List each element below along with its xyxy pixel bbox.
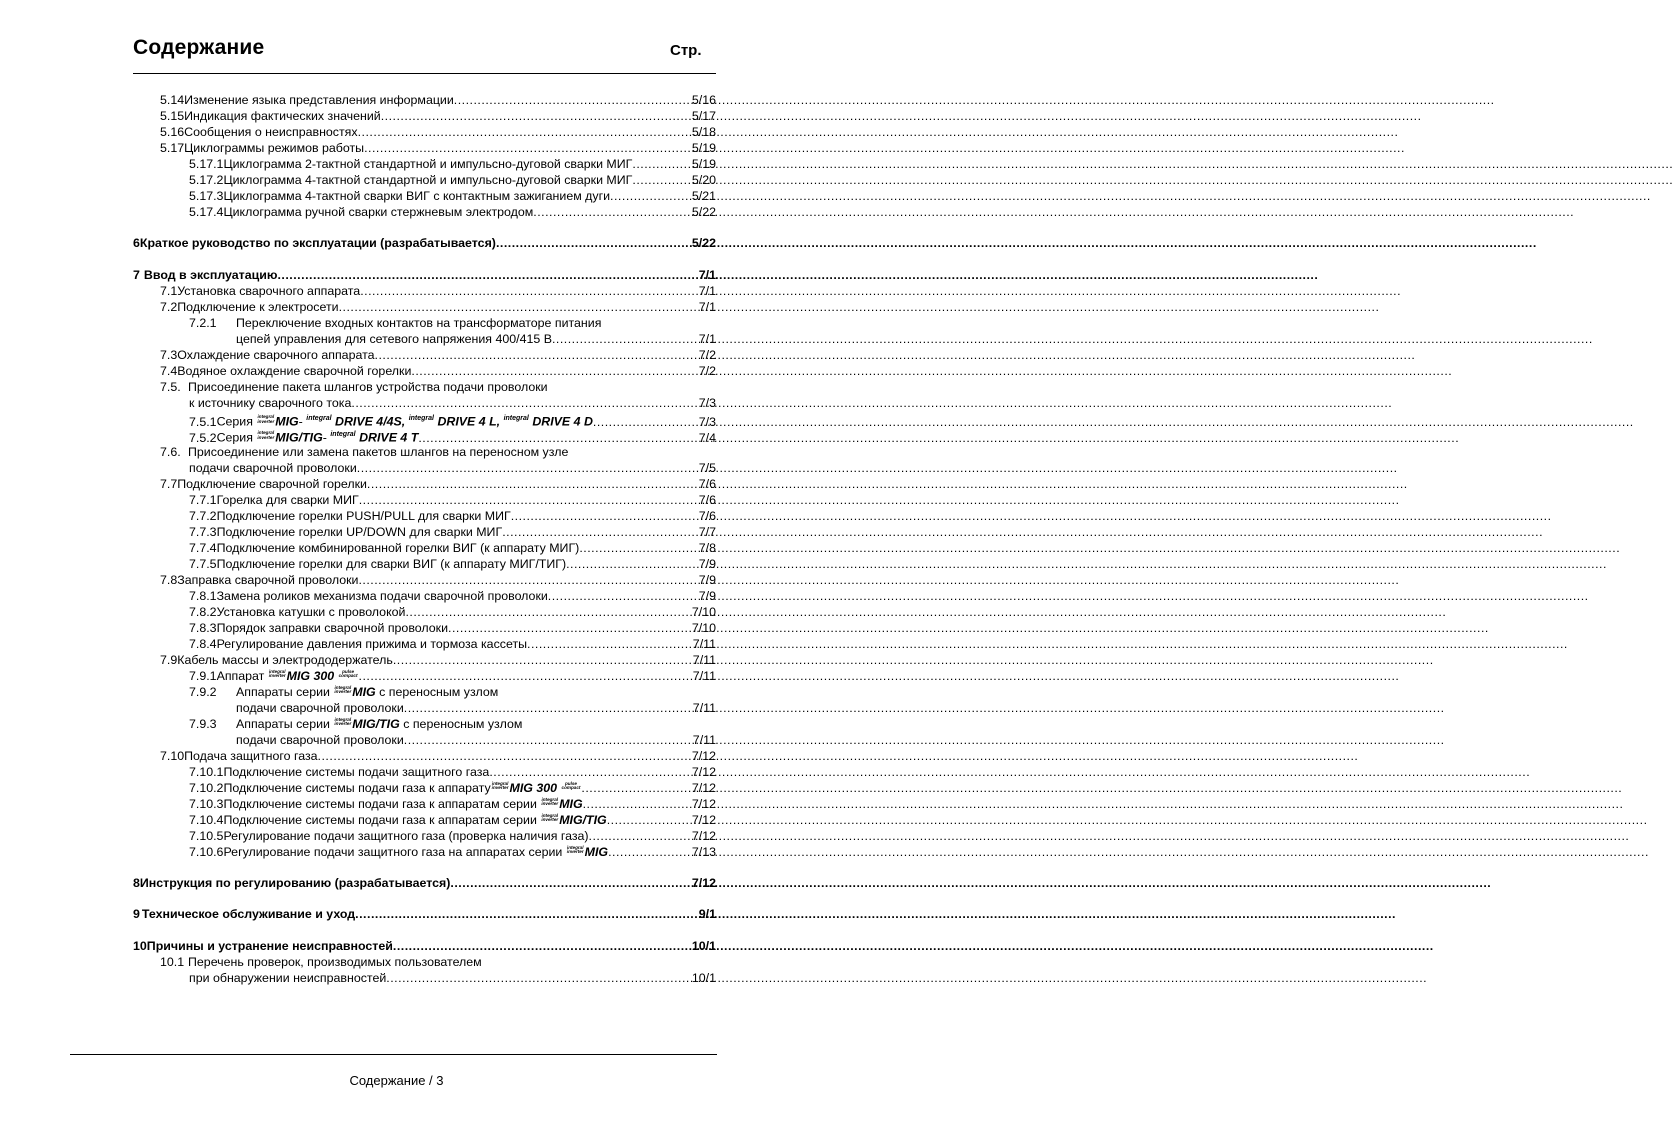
toc-entry-7-6[interactable] (160, 444, 716, 460)
toc-text: Сообщения о неисправностях (184, 125, 358, 139)
toc-leader (527, 636, 693, 652)
toc-page: 7/1 (698, 332, 716, 346)
toc-text: подачи сварочной проволоки (189, 461, 357, 475)
toc-text: Циклограмма 4-тактной стандартной и импульсно-дуговой сварки МИГ (223, 173, 633, 187)
toc-leader (404, 700, 693, 716)
toc-text: Подключение к электросети (177, 300, 339, 314)
product-name: MIG 300 (509, 781, 558, 795)
toc-text: Подача защитного газа (184, 749, 318, 763)
integral-inverter-mark: integral inverter (566, 844, 584, 855)
toc-entry-7-10-2[interactable] (189, 780, 716, 796)
toc-page: 5/19 (691, 141, 716, 155)
toc-text: Установка сварочного аппарата (177, 284, 361, 298)
toc-leader (359, 668, 693, 684)
toc-number: 7.7.5 (189, 557, 217, 571)
toc-leader (454, 92, 692, 108)
product-name: DRIVE 4 T (359, 430, 419, 445)
toc-text: Кабель массы и электрододержатель (177, 653, 393, 667)
toc-leader (632, 172, 692, 188)
toc-page: 7/12 (691, 781, 716, 795)
toc-entry-10[interactable] (133, 938, 716, 954)
toc-number: 7.5.1 (189, 414, 217, 429)
toc-entry-7-5-cont[interactable] (189, 395, 716, 411)
toc-leader (405, 604, 691, 620)
toc-entry-7-7[interactable] (160, 476, 716, 492)
toc-text: Подключение горелки UP/DOWN для сварки МИГ (216, 525, 503, 539)
toc-number: 7.7.1 (189, 493, 217, 507)
toc-number: 7 (133, 268, 140, 282)
toc-leader (318, 748, 692, 764)
toc-text-prefix: Регулирование подачи защитного газа на аппаратах серии (223, 845, 563, 859)
toc-leader (450, 875, 692, 891)
toc-entry-7-9-2[interactable] (189, 684, 716, 700)
toc-text: Заправка сварочной проволоки (177, 573, 359, 587)
toc-entry-7-7-3[interactable] (189, 524, 716, 540)
toc-number: 7.10.2 (189, 781, 224, 795)
toc-text (223, 796, 582, 812)
toc-number: 7.8 (160, 573, 178, 587)
product-name: DRIVE 4 D (532, 414, 593, 429)
integral-inverter-mark: integral inverter (257, 414, 275, 424)
toc-entry-7-8-3[interactable] (189, 620, 716, 636)
toc-entry-9[interactable] (133, 906, 716, 922)
toc-entry-7-9-3-cont[interactable] (236, 732, 716, 748)
toc-page: 7/6 (698, 509, 716, 523)
toc-text: Циклограмма ручной сварки стержневым электродом (223, 205, 534, 219)
toc-page: 7/4 (698, 430, 716, 445)
toc-text: Краткое руководство по эксплуатации (разрабатывается) (139, 236, 496, 250)
toc-text: Подключение системы подачи защитного газа (223, 765, 490, 779)
toc-text (223, 812, 606, 828)
toc-number: 5.17 (160, 141, 185, 155)
toc-number: 7.9.1 (189, 669, 217, 683)
toc-text: Перечень проверок, производимых пользователем (188, 955, 482, 969)
toc-page: 7/12 (691, 876, 716, 890)
toc-page: 10/1 (691, 939, 716, 953)
toc-text: при обнаружении неисправностей (189, 971, 387, 985)
toc-entry-10-1-cont[interactable] (189, 970, 716, 986)
toc-leader (355, 906, 699, 922)
toc-page: 7/8 (698, 541, 716, 555)
toc-page: 7/12 (691, 749, 716, 763)
toc-number: 7.5. (160, 380, 181, 394)
toc-number: 7.10.4 (189, 813, 224, 827)
toc-text: Циклограмма 4-тактной сварки ВИГ с контактным зажиганием дуги (223, 189, 611, 203)
toc-leader (579, 540, 698, 556)
toc-leader (404, 732, 693, 748)
page-footer: Содержание / 3 (349, 1073, 444, 1088)
toc-leader (386, 970, 692, 986)
toc-text (223, 780, 581, 796)
toc-text: Техническое обслуживание и уход (141, 907, 356, 921)
toc-text: подачи сварочной проволоки (236, 701, 404, 715)
toc-leader (608, 844, 692, 860)
product-name: MIG 300 (286, 669, 335, 683)
toc-number: 7.2.1 (189, 316, 217, 330)
integral-mark: integral (330, 431, 356, 438)
toc-number: 7.7.2 (189, 509, 217, 523)
toc-page: 7/9 (698, 557, 716, 571)
integral-mark: integral (408, 415, 434, 422)
toc-text: Подключение сварочной горелки (177, 477, 367, 491)
integral-inverter-mark: integral inverter (541, 796, 559, 807)
toc-number: 5.14 (160, 93, 185, 107)
toc-page: 7/2 (698, 364, 716, 378)
hyphen: - (298, 414, 303, 429)
toc-number: 5.17.4 (189, 205, 224, 219)
integral-mark: integral (306, 415, 332, 422)
toc-page: 10/1 (691, 971, 716, 985)
toc-text: Подключение горелки для сварки ВИГ (к аппарату МИГ/ТИГ) (216, 557, 567, 571)
integral-inverter-mark: integral inverter (334, 716, 352, 727)
toc-text: Присоединение пакета шлангов устройства подачи проволоки (188, 380, 548, 394)
toc-entry-6[interactable] (133, 235, 716, 251)
toc-text (217, 668, 359, 684)
toc-page: 7/13 (691, 845, 716, 859)
toc-page: 7/12 (691, 797, 716, 811)
toc-entry-7-6-cont[interactable] (189, 460, 716, 476)
toc-number: 5.17.2 (189, 173, 224, 187)
toc-page: 7/10 (691, 605, 716, 619)
toc-text: Причины и устранение неисправностей (146, 939, 393, 953)
toc-page: 7/9 (698, 589, 716, 603)
footer-rule (70, 1054, 717, 1055)
toc-page: 5/17 (691, 109, 716, 123)
toc-entry-7-4[interactable] (160, 363, 716, 379)
toc-leader (581, 780, 691, 796)
toc-leader (381, 108, 692, 124)
toc-leader (277, 267, 698, 283)
integral-inverter-mark: integral inverter (268, 668, 286, 679)
toc-entry-7-10-3[interactable] (189, 796, 716, 812)
toc-leader (367, 476, 699, 492)
product-name: DRIVE 4/4S, (335, 414, 406, 429)
integral-inverter-mark: integral inverter (541, 812, 559, 823)
toc-entry-7-3[interactable] (160, 347, 716, 363)
toc-page: 7/3 (698, 414, 716, 429)
page-title: Содержание (133, 36, 265, 59)
toc-leader (489, 764, 692, 780)
toc-entry-7-10-5[interactable] (189, 828, 716, 844)
toc-number: 7.7 (160, 477, 178, 491)
toc-leader (357, 460, 699, 476)
toc-number: 6 (133, 236, 140, 250)
toc-entry-7[interactable] (133, 267, 716, 283)
toc-text-prefix: Аппарат (216, 669, 265, 683)
toc-text-prefix: Аппараты серии (236, 685, 330, 699)
toc-leader (496, 235, 692, 251)
toc-number: 7.9.3 (189, 717, 217, 731)
toc-number: 7.6. (160, 445, 181, 459)
toc-text (217, 427, 419, 446)
toc-number: 7.10.1 (189, 765, 224, 779)
toc-page: 7/3 (698, 396, 716, 410)
toc-page: 7/5 (698, 461, 716, 475)
toc-leader (339, 299, 699, 315)
toc-text: Горелка для сварки МИГ (216, 493, 359, 507)
toc-page: 7/12 (691, 765, 716, 779)
toc-page: 5/21 (691, 189, 716, 203)
toc-entry-5-17-1[interactable] (189, 156, 716, 172)
toc-entry-8[interactable] (133, 875, 716, 891)
toc-text-prefix: Подключение системы подачи газа к аппаратам серии (223, 813, 537, 827)
toc-page: 7/11 (692, 637, 716, 651)
product-name: MIG/TIG (559, 813, 607, 827)
toc-entry-7-8-4[interactable] (189, 636, 716, 652)
toc-number: 10.1 (160, 955, 185, 969)
toc-entry-5-17-4[interactable] (189, 204, 716, 220)
toc-text-prefix: Подключение системы подачи газа к аппарату (223, 781, 491, 795)
toc-leader (359, 492, 699, 508)
toc-leader (566, 556, 699, 572)
toc-page: 5/18 (691, 125, 716, 139)
toc-entry-7-5[interactable] (160, 379, 716, 395)
product-name: MIG/TIG (275, 430, 323, 445)
product-name: MIG (275, 414, 299, 429)
toc-text: Изменение языка представления информации (184, 93, 454, 107)
toc-text: Регулирование подачи защитного газа (проверка наличия газа) (223, 829, 589, 843)
toc-number: 10 (133, 939, 147, 953)
integral-inverter-mark: integral inverter (334, 684, 352, 695)
toc-text-suffix: с переносным узлом (403, 717, 523, 731)
toc-text: цепей управления для сетевого напряжения 400/415 В (236, 332, 552, 346)
integral-inverter-mark: integral inverter (491, 780, 509, 791)
hyphen: - (322, 430, 327, 445)
toc-page: 7/12 (691, 829, 716, 843)
toc-leader (589, 828, 692, 844)
toc-leader (448, 620, 692, 636)
toc-entry-7-5-1[interactable] (189, 411, 716, 427)
toc-entry-7-10[interactable] (160, 748, 716, 764)
page-column-label: Стр. (670, 42, 702, 59)
integral-inverter-mark: integral inverter (257, 430, 275, 440)
toc-entry-7-10-1[interactable] (189, 764, 716, 780)
toc-page: 7/11 (692, 669, 716, 683)
toc-text: Переключение входных контактов на трансформаторе питания (236, 316, 602, 330)
toc-text: Присоединение или замена пакетов шлангов на переносном узле (188, 445, 569, 459)
toc-number: 7.2 (160, 300, 178, 314)
toc-number: 7.3 (160, 348, 178, 362)
toc-page: 7/6 (698, 477, 716, 491)
toc-leader (360, 283, 699, 299)
toc-page: 7/11 (692, 653, 716, 667)
toc-text: Инструкция по регулированию (разрабатывается) (139, 876, 451, 890)
pulse-compact-mark: pulse compact (338, 668, 358, 679)
toc-number: 9 (133, 907, 140, 921)
toc-text: к источнику сварочного тока (189, 396, 352, 410)
product-name: MIG (559, 797, 583, 811)
toc-leader (358, 572, 698, 588)
toc-text: Водяное охлаждение сварочной горелки (177, 364, 412, 378)
toc-page: 7/6 (698, 493, 716, 507)
integral-mark: integral (503, 415, 529, 422)
toc-leader (364, 140, 692, 156)
toc-number: 7.10 (160, 749, 185, 763)
toc-text: подачи сварочной проволоки (236, 733, 404, 747)
toc-page: 9/1 (698, 907, 716, 921)
toc-number: 7.7.4 (189, 541, 217, 555)
product-name: DRIVE 4 L, (437, 414, 501, 429)
toc-entry-5-17[interactable] (160, 140, 716, 156)
toc-number: 5.17.1 (189, 157, 224, 171)
toc-number: 7.8.1 (189, 589, 217, 603)
toc-number: 7.8.4 (189, 637, 217, 651)
toc-text-prefix: Серия (216, 430, 253, 445)
toc-entry-7-9-2-cont[interactable] (236, 700, 716, 716)
toc-page: 7/1 (698, 300, 716, 314)
toc-leader (393, 652, 693, 668)
toc-number: 7.7.3 (189, 525, 217, 539)
toc-entry-5-16[interactable] (160, 124, 716, 140)
toc-entry-7-7-5[interactable] (189, 556, 716, 572)
toc-entry-7-2-1-cont[interactable] (236, 331, 716, 347)
toc-entry-7-1[interactable] (160, 283, 716, 299)
toc-leader (583, 796, 692, 812)
header-rule (133, 73, 716, 74)
toc-number: 5.16 (160, 125, 185, 139)
toc-text: Замена роликов механизма подачи сварочной проволоки (216, 589, 548, 603)
toc-text-prefix: Подключение системы подачи газа к аппаратам серии (223, 797, 537, 811)
toc-page: 7/11 (692, 733, 716, 747)
toc-leader (502, 524, 699, 540)
toc-page: 7/9 (698, 573, 716, 587)
toc-page: 7/1 (698, 268, 716, 282)
toc-page: 5/20 (691, 173, 716, 187)
toc-entry-7-10-6[interactable] (189, 844, 716, 860)
toc-entry-7-7-4[interactable] (189, 540, 716, 556)
toc-text: Подключение горелки PUSH/PULL для сварки МИГ (216, 509, 511, 523)
product-name: MIG (584, 845, 609, 859)
toc-leader (610, 188, 692, 204)
toc-leader (533, 204, 692, 220)
toc-text (223, 844, 608, 860)
toc-number: 7.5.2 (189, 430, 217, 445)
toc-leader (548, 588, 699, 604)
toc-entry-7-9[interactable] (160, 652, 716, 668)
toc-entry-5-17-3[interactable] (189, 188, 716, 204)
toc-leader (511, 508, 699, 524)
toc-number: 7.9 (160, 653, 178, 667)
product-name: MIG/TIG (352, 717, 400, 731)
toc-text: Подключение комбинированной горелки ВИГ (к аппарату МИГ) (216, 541, 580, 555)
toc-text: Охлаждение сварочного аппарата (177, 348, 375, 362)
toc-entry-10-1[interactable] (160, 954, 716, 970)
toc-entry-7-2-1[interactable] (189, 315, 716, 331)
toc-text: Циклограммы режимов работы (184, 141, 365, 155)
toc-entry-5-15[interactable] (160, 108, 716, 124)
toc-entry-7-9-3[interactable] (189, 716, 716, 732)
toc-page: 7/10 (691, 621, 716, 635)
toc-text: Регулирование давления прижима и тормоза кассеты (216, 637, 528, 651)
toc-page: 5/22 (691, 205, 716, 219)
toc-leader (411, 363, 698, 379)
toc-number: 7.9.2 (189, 685, 217, 699)
toc-text-prefix: Серия (216, 414, 253, 429)
toc-leader (552, 331, 699, 347)
toc-entry-5-17-2[interactable] (189, 172, 716, 188)
toc-page: 5/16 (691, 93, 716, 107)
toc-entry-7-8[interactable] (160, 572, 716, 588)
toc-entry-7-8-1[interactable] (189, 588, 716, 604)
toc-leader (393, 938, 692, 954)
toc-leader (607, 812, 692, 828)
toc-page: 7/2 (698, 348, 716, 362)
toc-page: 7/11 (692, 701, 716, 715)
toc-entry-7-5-2[interactable] (189, 427, 716, 443)
toc-entry-7-10-4[interactable] (189, 812, 716, 828)
toc-text: Циклограмма 2-тактной стандартной и импульсно-дуговой сварки МИГ (223, 157, 633, 171)
toc-number: 7.10.5 (189, 829, 224, 843)
toc-page: 5/22 (691, 236, 716, 250)
toc-text-prefix: Аппараты серии (236, 717, 330, 731)
toc-text-suffix: с переносным узлом (379, 685, 499, 699)
toc-entry-7-7-1[interactable] (189, 492, 716, 508)
toc-number: 7.10.6 (189, 845, 224, 859)
toc-leader (358, 124, 692, 140)
toc-text: Порядок заправки сварочной проволоки (216, 621, 448, 635)
pulse-compact-mark: pulse compact (561, 780, 581, 791)
toc-text (236, 716, 522, 732)
toc-text: Установка катушки с проволокой (216, 605, 406, 619)
product-name: MIG (352, 685, 376, 699)
toc-leader (632, 156, 692, 172)
toc-number: 7.8.2 (189, 605, 217, 619)
toc-leader (375, 347, 699, 363)
toc-number: 7.8.3 (189, 621, 217, 635)
toc-leader (351, 395, 698, 411)
toc-page: 7/1 (698, 284, 716, 298)
toc-number: 5.17.3 (189, 189, 224, 203)
toc-entry-7-2[interactable] (160, 299, 716, 315)
toc-text: Индикация фактических значений (184, 109, 381, 123)
toc-number: 7.1 (160, 284, 178, 298)
toc-entry-5-14[interactable] (160, 92, 716, 108)
toc-entry-7-8-2[interactable] (189, 604, 716, 620)
toc-number: 5.15 (160, 109, 185, 123)
toc-number: 7.4 (160, 364, 178, 378)
toc-entry-7-7-2[interactable] (189, 508, 716, 524)
toc-page: 7/12 (691, 813, 716, 827)
toc-text (236, 684, 498, 700)
toc-number: 7.10.3 (189, 797, 224, 811)
toc-entry-7-9-1[interactable] (189, 668, 716, 684)
toc-text: Ввод в эксплуатацию (143, 268, 278, 282)
toc-page: 7/7 (698, 525, 716, 539)
toc-number: 8 (133, 876, 140, 890)
toc-page: 5/19 (691, 157, 716, 171)
